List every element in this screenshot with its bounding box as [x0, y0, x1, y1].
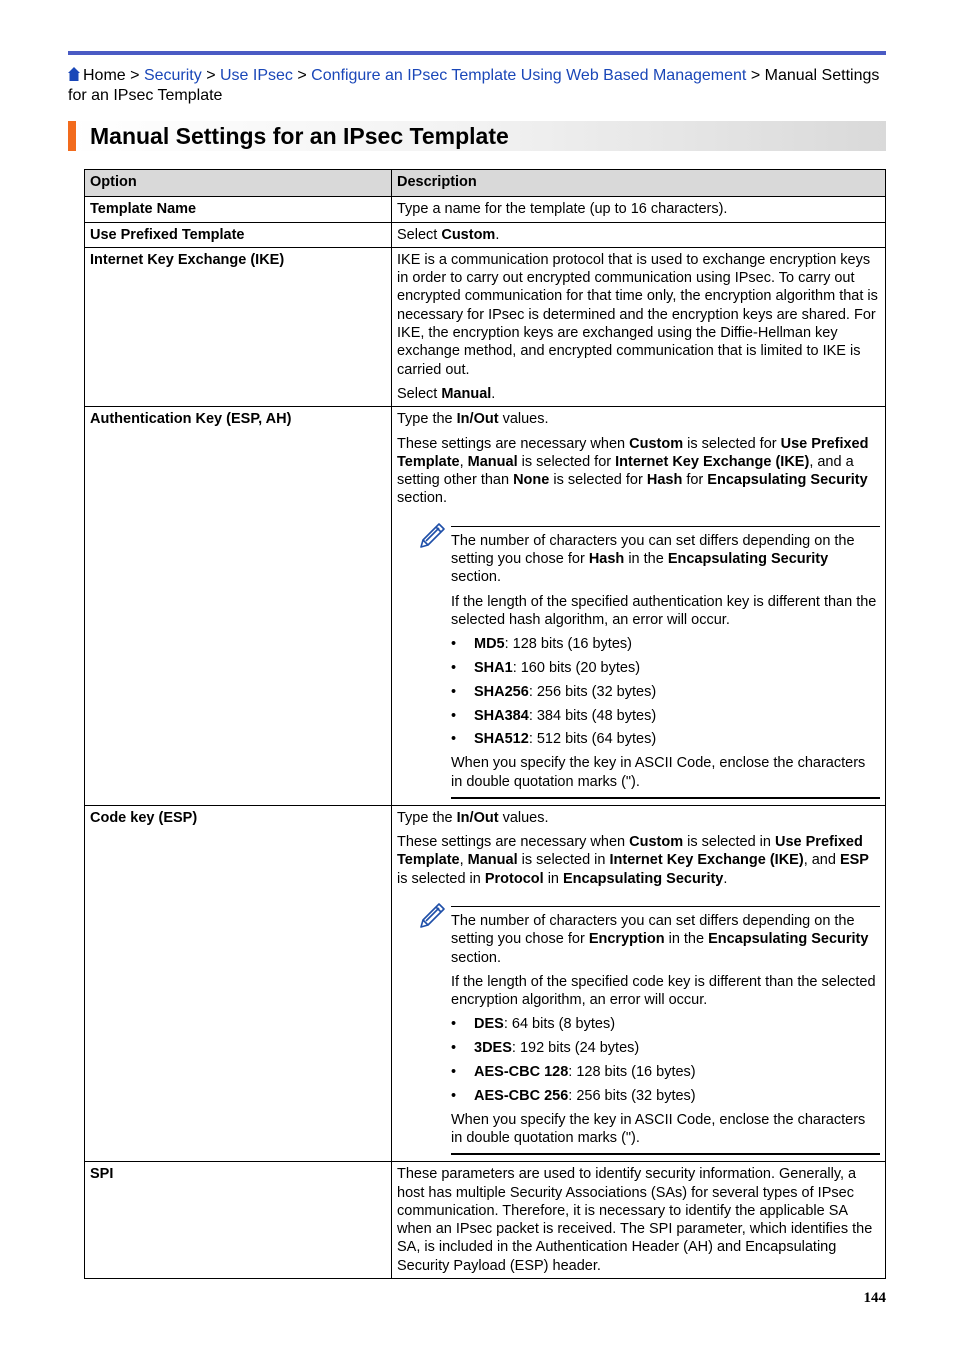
option-cell: Use Prefixed Template: [85, 222, 392, 247]
home-icon: [68, 67, 80, 81]
table-row: [85, 1162, 886, 1279]
text: is selected for: [517, 453, 616, 470]
page-number: 144: [863, 1290, 886, 1306]
text: in the: [664, 931, 709, 948]
text: These settings are necessary when: [397, 834, 630, 851]
table-row: [85, 407, 886, 806]
bold-term: In/Out: [456, 809, 499, 826]
bold-term: Use Prefixed Template: [397, 834, 863, 869]
header-option: Option: [85, 170, 392, 197]
bold-term: Manual: [467, 453, 518, 470]
bold-term: Encapsulating Security: [667, 551, 829, 568]
breadcrumb-home[interactable]: Home: [83, 67, 126, 84]
bold-term: Encryption: [588, 931, 665, 948]
text: for: [682, 472, 708, 489]
paragraph: [397, 410, 880, 428]
bold-term: Custom: [629, 435, 684, 452]
bold-term: Encapsulating Security: [707, 472, 868, 489]
bold-term: Custom: [441, 226, 496, 243]
bold-term: Protocol: [484, 870, 544, 887]
text: is selected in: [683, 834, 775, 851]
note-paragraph: When you specify the key in ASCII Code, enclose the characters in double quotation marks (").: [451, 755, 866, 790]
text: : 256 bits (32 bytes): [568, 1087, 696, 1104]
breadcrumb-current: Manual Settings for an IPsec Template: [68, 67, 880, 104]
bold-term: 3DES: [474, 1040, 512, 1057]
text: section.: [451, 949, 501, 966]
text: : 128 bits (16 bytes): [504, 636, 632, 653]
text: Type the: [397, 809, 457, 826]
description-cell: [392, 805, 886, 1161]
bold-term: SHA1: [474, 660, 513, 677]
breadcrumb-link-use-ipsec[interactable]: Use IPsec: [219, 67, 293, 84]
bold-term: Internet Key Exchange (IKE): [615, 453, 810, 470]
text: .: [495, 226, 500, 243]
text: The number of characters you can set differs depending on the setting you chose for: [451, 913, 855, 948]
text: : 128 bits (16 bytes): [568, 1064, 696, 1081]
text: in: [543, 870, 564, 887]
text: : 64 bits (8 bytes): [503, 1016, 616, 1033]
text: : 384 bits (48 bytes): [528, 707, 657, 724]
text: : 192 bits (24 bytes): [511, 1040, 640, 1057]
paragraph: [397, 833, 880, 888]
note-paragraph: If the length of the specified authentication key is different than the selected hash algorithm, an error will occur.: [451, 593, 877, 628]
pencil-note-icon: [417, 900, 447, 930]
text: ,: [459, 852, 468, 869]
bold-term: Encapsulating Security: [563, 870, 724, 887]
option-cell: Authentication Key (ESP, AH): [85, 407, 392, 806]
text: Select: [397, 226, 442, 243]
table-row: [85, 805, 886, 1161]
bold-term: Encapsulating Security: [708, 931, 869, 948]
paragraph: [397, 435, 880, 508]
breadcrumb-link-security[interactable]: Security: [143, 67, 202, 84]
table-row: [85, 197, 886, 222]
text: ,: [459, 453, 468, 470]
text: These settings are necessary when: [397, 435, 630, 452]
list-item: [451, 1087, 880, 1105]
text: values.: [498, 809, 549, 826]
breadcrumb-separator: >: [297, 67, 307, 84]
bold-term: SHA512: [474, 731, 529, 748]
breadcrumb-link-configure-template[interactable]: Configure an IPsec Template Using Web Based Management: [311, 67, 747, 84]
text: , and a setting other than: [397, 453, 854, 489]
description-cell: [392, 222, 886, 247]
encryption-list: [451, 1015, 880, 1105]
text: section.: [451, 569, 501, 586]
list-item: [451, 683, 880, 701]
bold-term: AES-CBC 128: [474, 1064, 569, 1081]
table-row: [85, 222, 886, 247]
breadcrumb-separator: >: [750, 67, 761, 84]
paragraph: IKE is a communication protocol that is used to exchange encryption keys in order to carry out encrypted communication using IPsec. To carry out encrypted communication for that time only, the encryption algorithm that is necessary for IPsec is determined and the encryption keys are shared. For IKE, the encryption keys are exchanged using the Diffie-Hellman key exchange method, and encrypted communication that is limited to IKE is carried out.: [397, 251, 878, 378]
option-cell: SPI: [85, 1162, 392, 1279]
settings-table: [84, 169, 886, 1279]
breadcrumb-separator: >: [130, 67, 140, 84]
bold-term: SHA256: [474, 683, 529, 700]
description-cell: [392, 407, 886, 806]
option-cell: Internet Key Exchange (IKE): [85, 247, 392, 406]
bold-term: Custom: [629, 834, 684, 851]
bold-term: Internet Key Exchange (IKE): [609, 852, 804, 869]
bold-term: Manual: [467, 852, 518, 869]
text: values.: [498, 411, 549, 428]
bold-term: Hash: [646, 472, 683, 489]
bold-term: AES-CBC 256: [474, 1087, 569, 1104]
option-cell: Code key (ESP): [85, 805, 392, 1161]
table-header-row: [85, 170, 886, 197]
list-item: [451, 730, 880, 748]
title-accent-bar: [68, 121, 76, 151]
page-title: Manual Settings for an IPsec Template: [90, 123, 509, 149]
breadcrumb-separator: >: [206, 67, 216, 84]
note-paragraph: If the length of the specified code key is different than the selected encryption algorithm, an error will occur.: [451, 973, 876, 1009]
note-body: [451, 526, 880, 799]
text: section.: [397, 490, 447, 507]
bold-term: SHA384: [474, 707, 529, 724]
text: Type the: [397, 411, 457, 428]
bold-term: Hash: [588, 551, 625, 568]
text: in the: [624, 551, 668, 568]
bold-term: MD5: [474, 636, 505, 653]
top-rule: [68, 51, 886, 55]
text: : 160 bits (20 bytes): [512, 660, 641, 677]
breadcrumb: [68, 66, 886, 106]
list-item: [451, 635, 880, 653]
option-cell: Template Name: [85, 197, 392, 222]
page-title-bar: [68, 121, 886, 151]
description-cell: Type a name for the template (up to 16 characters).: [392, 197, 886, 222]
description-cell: These parameters are used to identify security information. Generally, a host has multiple Security Associations (SAs) for several types of IPsec communication. Therefore, it is necessary to identify the applicable SA when an IPsec packet is received. The SPI parameter, which identifies the SA, is included in the Authentication Header (AH) and Encapsulating Security Payload (ESP) header.: [392, 1162, 886, 1279]
list-item: [451, 707, 880, 725]
paragraph: [397, 809, 880, 827]
bold-term: Use Prefixed Template: [397, 435, 869, 470]
text: : 512 bits (64 bytes): [528, 731, 657, 748]
note-paragraph: When you specify the key in ASCII Code, enclose the characters in double quotation marks (").: [451, 1111, 866, 1146]
text: is selected for: [549, 472, 647, 489]
text: , and: [803, 852, 840, 869]
pencil-note-icon: [417, 520, 447, 550]
text: The number of characters you can set differs depending on the setting you chose for: [451, 532, 855, 568]
bold-term: ESP: [839, 852, 869, 869]
bold-term: None: [513, 472, 550, 489]
list-item: [451, 1015, 880, 1033]
text: is selected in: [517, 852, 610, 869]
text: : 256 bits (32 bytes): [528, 683, 657, 700]
text: Select: [397, 385, 442, 402]
text: .: [723, 870, 728, 887]
table-row: [85, 247, 886, 406]
note-box: [397, 906, 880, 1155]
note-box: [397, 526, 880, 799]
note-body: [451, 906, 880, 1155]
text: .: [491, 385, 496, 402]
text: is selected for: [683, 435, 781, 452]
paragraph: [397, 385, 880, 403]
header-description: Description: [392, 170, 886, 197]
bold-term: DES: [474, 1016, 504, 1033]
bold-term: Manual: [441, 385, 492, 402]
note-paragraph: [451, 532, 880, 587]
list-item: [451, 659, 880, 677]
note-paragraph: [451, 912, 880, 967]
description-cell: [392, 247, 886, 406]
hash-list: [451, 635, 880, 748]
list-item: [451, 1063, 880, 1081]
list-item: [451, 1039, 880, 1057]
bold-term: In/Out: [456, 411, 499, 428]
text: is selected in: [397, 870, 485, 887]
